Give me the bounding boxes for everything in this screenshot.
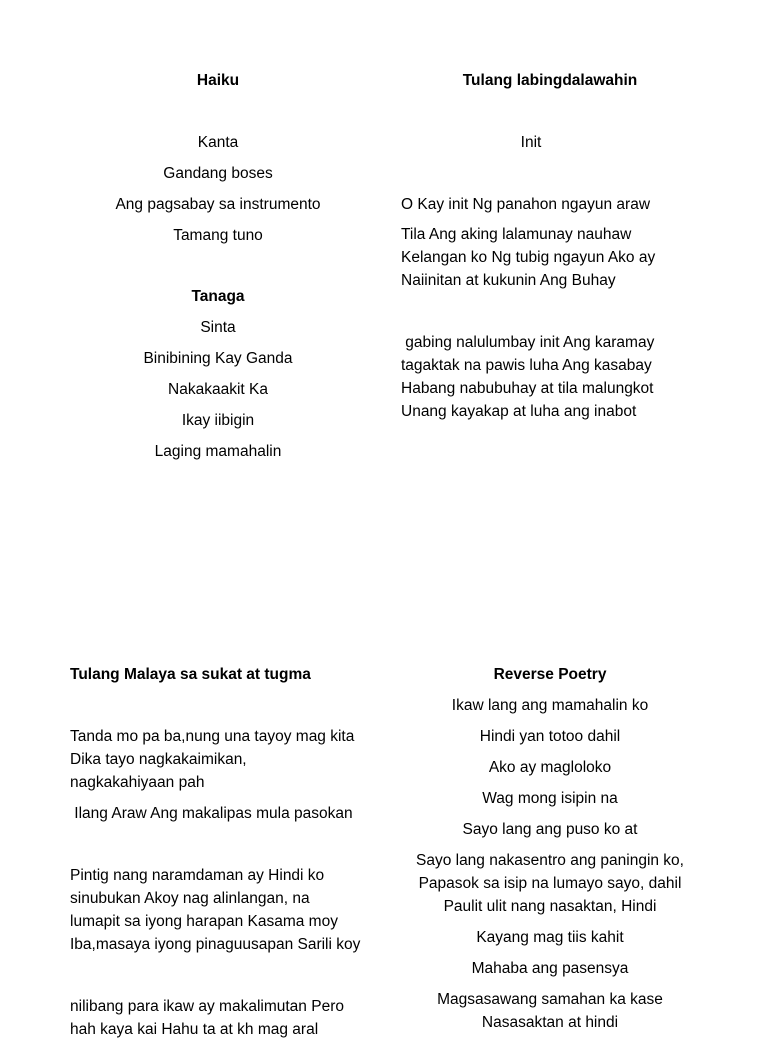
- poem-line: Unang kayakap at luha ang inabot: [401, 403, 637, 420]
- poem-line: sinubukan Akoy nag alinlangan, na: [70, 890, 310, 907]
- poem-line: Pintig nang naramdaman ay Hindi ko: [70, 867, 325, 884]
- poem-line: tagaktak na pawis luha Ang kasabay: [401, 357, 652, 374]
- haiku-line: Kanta: [197, 134, 239, 151]
- labingdalawahin-subtitle: Init: [520, 134, 542, 151]
- poem-line: Nasasaktan at hindi: [481, 1014, 619, 1031]
- labingdalawahin-subtitle-block: [371, 131, 691, 154]
- poem-line: Wag mong isipin na: [482, 790, 618, 807]
- malaya-title: Tulang Malaya sa sukat at tugma: [70, 666, 311, 683]
- haiku-section: [58, 69, 378, 247]
- tanaga-line: Sinta: [200, 319, 236, 336]
- poem-line: Sayo lang ang puso ko at: [462, 821, 638, 838]
- poem-line: Paulit ulit nang nasaktan, Hindi: [443, 898, 657, 915]
- haiku-line: Gandang boses: [163, 165, 273, 182]
- labingdalawahin-stanza-1: [401, 193, 731, 216]
- poem-line: Magsasawang samahan ka kase: [437, 991, 663, 1008]
- poem-line: Tanda mo pa ba,nung una tayoy mag kita: [70, 728, 355, 745]
- tanaga-line: Laging mamahalin: [154, 443, 282, 460]
- poem-line: Habang nabubuhay at tila malungkot: [401, 380, 654, 397]
- poem-line: O Kay init Ng panahon ngayun araw: [401, 196, 651, 213]
- haiku-line: Ang pagsabay sa instrumento: [115, 196, 321, 213]
- poem-line: nilibang para ikaw ay makalimutan Pero: [70, 998, 344, 1015]
- labingdalawahin-stanza-3: [401, 331, 731, 423]
- tanaga-title: Tanaga: [191, 288, 245, 305]
- malaya-section: [70, 663, 380, 1041]
- poem-line: Papasok sa isip na lumayo sayo, dahil: [418, 875, 682, 892]
- labingdalawahin-title-block: [390, 69, 710, 92]
- labingdalawahin-stanza-2: [401, 223, 731, 292]
- tanaga-section: [58, 285, 378, 463]
- labingdalawahin-title: Tulang labingdalawahin: [462, 72, 638, 89]
- poem-line: Dika tayo nagkakaimikan,: [70, 751, 247, 768]
- reverse-section: [390, 663, 710, 1034]
- poem-line: Sayo lang nakasentro ang paningin ko,: [415, 852, 684, 869]
- tanaga-line: Ikay iibigin: [181, 412, 255, 429]
- poem-line: Tila Ang aking lalamunay nauhaw: [401, 226, 632, 243]
- poem-line: Naiinitan at kukunin Ang Buhay: [401, 272, 616, 289]
- poem-line: gabing nalulumbay init Ang karamay: [401, 334, 655, 351]
- poem-line: Hindi yan totoo dahil: [479, 728, 621, 745]
- tanaga-line: Binibining Kay Ganda: [143, 350, 293, 367]
- reverse-title: Reverse Poetry: [493, 666, 607, 683]
- poem-line: Ako ay magloloko: [488, 759, 612, 776]
- poem-line: Kelangan ko Ng tubig ngayun Ako ay: [401, 249, 656, 266]
- poem-line: Ilang Araw Ang makalipas mula pasokan: [70, 805, 353, 822]
- tanaga-line: Nakakaakit Ka: [168, 381, 268, 398]
- poem-line: Ikaw lang ang mamahalin ko: [451, 697, 649, 714]
- poem-line: Kayang mag tiis kahit: [476, 929, 624, 946]
- poem-line: Iba,masaya iyong pinaguusapan Sarili koy: [70, 936, 361, 953]
- poem-line: Mahaba ang pasensya: [471, 960, 629, 977]
- haiku-line: Tamang tuno: [173, 227, 263, 244]
- poem-line: nagkakahiyaan pah: [70, 774, 205, 791]
- poem-line: lumapit sa iyong harapan Kasama moy: [70, 913, 338, 930]
- poem-line: hah kaya kai Hahu ta at kh mag aral: [70, 1021, 319, 1038]
- haiku-title: Haiku: [196, 72, 240, 89]
